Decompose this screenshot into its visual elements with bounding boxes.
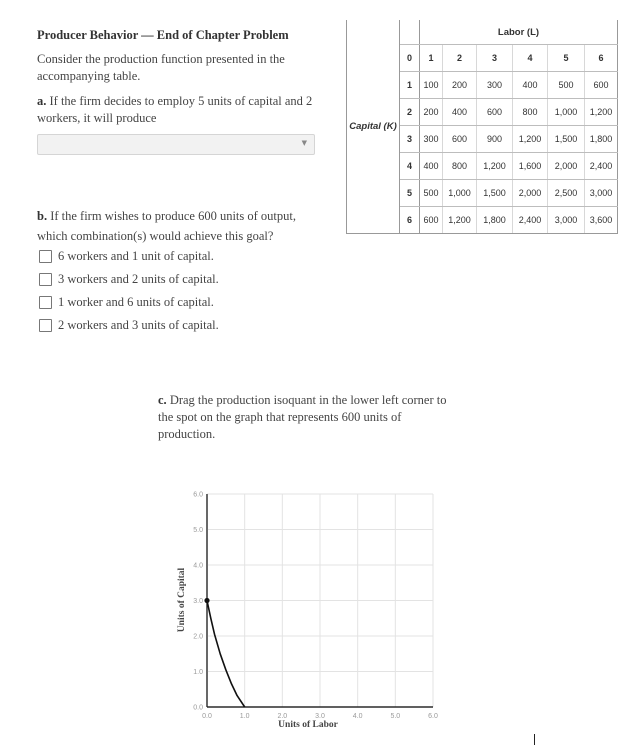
- option-label: 6 workers and 1 unit of capital.: [58, 249, 214, 263]
- question-a-label: a.: [37, 94, 47, 108]
- table-cell: 1,600: [513, 153, 548, 180]
- table-cell: 2,000: [548, 153, 585, 180]
- table-cell: 2,000: [513, 180, 548, 207]
- table-cell: 3,000: [548, 207, 585, 234]
- isoquant-curve: [207, 601, 245, 708]
- x-tick-label: 1.0: [239, 713, 250, 720]
- x-tick-label: 4.0: [352, 713, 363, 720]
- table-cell: 2,500: [548, 180, 585, 207]
- labor-value: 4: [513, 45, 548, 72]
- table-cell: 400: [420, 153, 443, 180]
- labor-value: 5: [548, 45, 585, 72]
- table-cell: 800: [443, 153, 477, 180]
- table-cell: 400: [513, 72, 548, 99]
- labor-value: 3: [477, 45, 513, 72]
- chart-grid: [207, 494, 433, 707]
- table-cell: 1,200: [443, 207, 477, 234]
- x-tick-label: 0.0: [202, 713, 212, 720]
- table-cell: 1,000: [443, 180, 477, 207]
- table-cell: 300: [477, 72, 513, 99]
- table-cell: 2,400: [513, 207, 548, 234]
- table-cell: 600: [477, 99, 513, 126]
- table-cell: 1,200: [513, 126, 548, 153]
- table-cell: 100: [420, 72, 443, 99]
- chart-ticks: [193, 492, 438, 721]
- table-cell: 3,000: [585, 180, 618, 207]
- capital-value: 4: [400, 153, 420, 180]
- question-c-text: Drag the production isoquant in the lower left corner to the spot on the graph that represents 600 units of production.: [158, 393, 447, 441]
- labor-value: 2: [443, 45, 477, 72]
- y-tick-label: 4.0: [193, 562, 203, 570]
- table-cell: 600: [420, 207, 443, 234]
- table-cell: 500: [548, 72, 585, 99]
- table-cell: 400: [443, 99, 477, 126]
- x-tick-label: 6.0: [428, 713, 438, 720]
- table-cell: 1,200: [585, 99, 618, 126]
- question-a-text: If the firm decides to employ 5 units of capital and 2 workers, it will produce: [37, 94, 313, 125]
- y-tick-label: 3.0: [193, 598, 203, 605]
- labor-value: 0: [400, 45, 420, 72]
- labor-value: 1: [420, 45, 443, 72]
- isoquant-drag-handle[interactable]: [204, 598, 209, 603]
- y-tick-label: 1.0: [193, 669, 203, 676]
- table-cell: 2,400: [585, 153, 618, 180]
- x-tick-label: 5.0: [390, 713, 401, 720]
- capital-value: 5: [400, 180, 420, 207]
- capital-value: 3: [400, 126, 420, 153]
- table-cell: 300: [420, 126, 443, 153]
- table-cell: 600: [443, 126, 477, 153]
- table-cell: 1,500: [548, 126, 585, 153]
- y-tick-label: 6.0: [193, 491, 203, 499]
- y-tick-label: 2.0: [193, 633, 203, 641]
- table-cell: 3,600: [585, 207, 618, 234]
- x-axis-label: Units of Labor: [278, 720, 338, 730]
- intro-text: Consider the production function presented in the accompanying table.: [37, 52, 285, 83]
- chart-series: [204, 598, 244, 707]
- question-c-label: c.: [158, 393, 167, 407]
- question-b-text: If the firm wishes to produce 600 units of output, which combination(s) would achieve this goal?: [37, 209, 296, 243]
- chevron-down-icon: ▼: [301, 139, 307, 147]
- table-cell: 1,200: [477, 153, 513, 180]
- y-axis-label: Units of Capital: [177, 567, 187, 633]
- table-cell: 900: [477, 126, 513, 153]
- x-tick-label: 2.0: [277, 713, 288, 720]
- table-cell: 1,500: [477, 180, 513, 207]
- x-tick-label: 3.0: [315, 713, 325, 720]
- table-cell: 600: [585, 72, 618, 99]
- capital-header: Capital (K): [347, 20, 400, 234]
- table-cell: 1,800: [585, 126, 618, 153]
- capital-value: 6: [400, 207, 420, 234]
- table-cell: 500: [420, 180, 443, 207]
- table-cell: 1,800: [477, 207, 513, 234]
- capital-value: 1: [400, 72, 420, 99]
- table-cell: 800: [513, 99, 548, 126]
- option-label: 1 worker and 6 units of capital.: [58, 295, 214, 309]
- option-label: 2 workers and 3 units of capital.: [58, 318, 219, 332]
- table-cell: 1,000: [548, 99, 585, 126]
- option-label: 3 workers and 2 units of capital.: [58, 272, 219, 286]
- table-cell: 200: [443, 72, 477, 99]
- labor-header: Labor (L): [420, 20, 618, 45]
- text-cursor: [534, 734, 535, 745]
- question-b-label: b.: [37, 209, 48, 223]
- y-tick-label: 5.0: [193, 527, 203, 534]
- table-cell: 200: [420, 99, 443, 126]
- y-tick-label: 0.0: [193, 704, 203, 712]
- page-title: Producer Behavior — End of Chapter Problem: [37, 28, 289, 42]
- capital-value: 2: [400, 99, 420, 126]
- labor-value: 6: [585, 45, 618, 72]
